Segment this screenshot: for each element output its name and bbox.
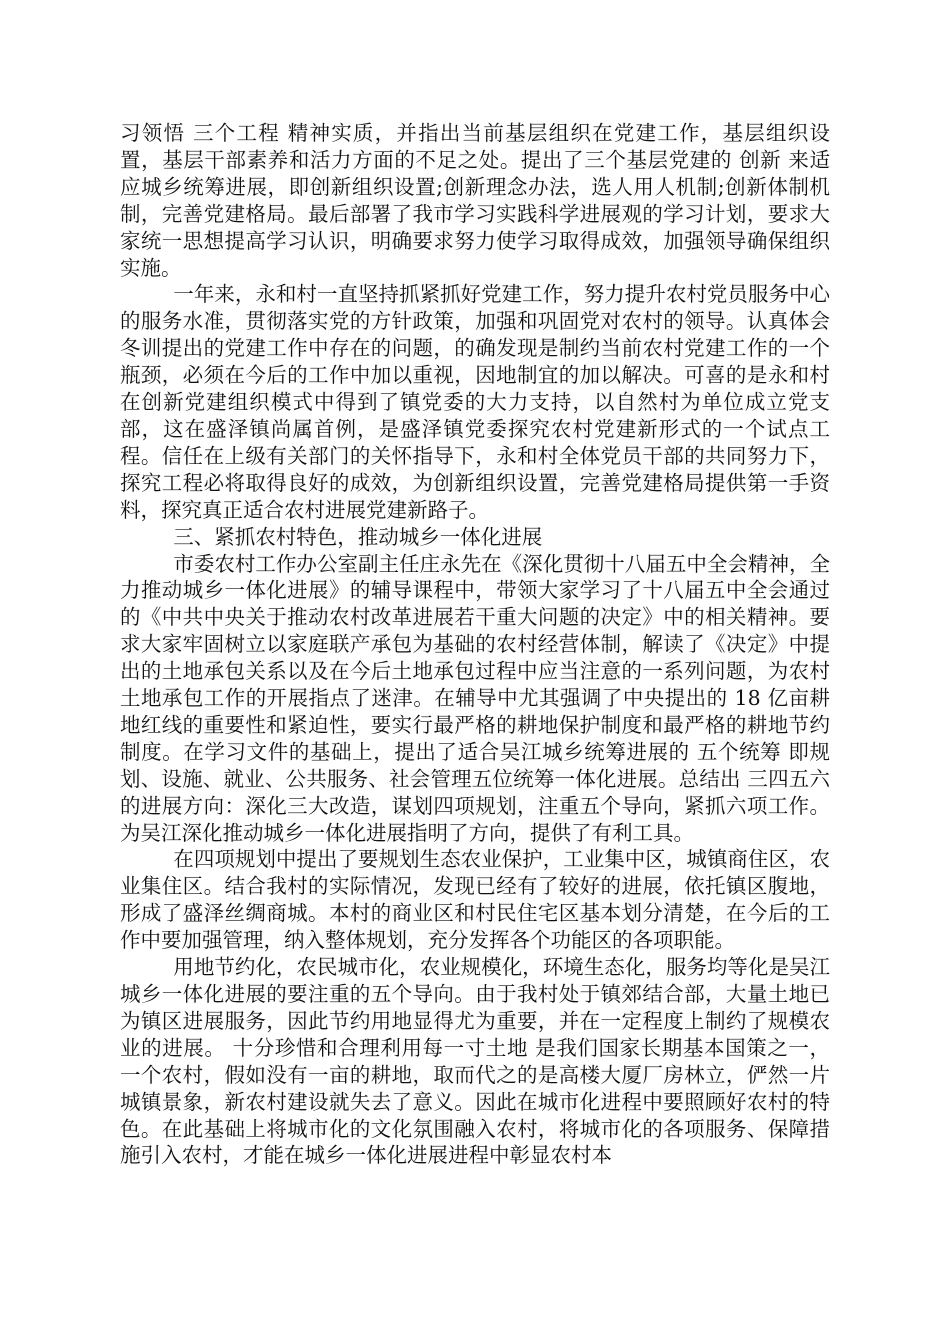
paragraph-5: 在四项规划中提出了要规划生态农业保护，工业集中区，城镇商住区，农业集住区。结合我村的实际情况，发现已经有了较好的进展，依托镇区腹地，形成了盛泽丝绸商城。本村的商业区和村民住宅区基本划分清楚，在今后的工作中要加强管理，纳入整体规划，充分发挥各个功能区的各项职能。 — [120, 847, 830, 953]
section-heading: 三、紧抓农村特色，推动城乡一体化进展 — [173, 524, 543, 549]
paragraph-6: 用地节约化，农民城市化，农业规模化，环境生态化，服务均等化是吴江城乡一体化进展的要注重的五个导向。由于我村处于镇郊结合部，大量土地已为镇区进展服务，因此节约用地显得尤为重要，并在一定程度上制约了规模农业的进展。 十分珍惜和合理利用每一寸土地 是我们国家长期基本国策之一，一个农村，假如没有一亩的耕地，取而代之的是高楼大厦厂房林立，俨然一片城镇景象，新农村建设就失去了意义。因此在城市化进程中要照顾好农村的特色。在此基础上将城市化的文化氛围融入农村，将城市化的各项服务、保障措施引入农村，才能在城乡一体化进展进程中彰显农村本 — [120, 955, 830, 1168]
paragraph-1: 习领悟 三个工程 精神实质，并指出当前基层组织在党建工作，基层组织设置，基层干部素养和活力方面的不足之处。提出了三个基层党建的 创新 来适应城乡统筹进展，即创新组织设置;创新理念办法，选人用人机制;创新体制机制，完善党建格局。最后部署了我市学习实践科学进展观的学习计划，要求大家统一思想提高学习认识，明确要求努力使学习取得成效，加强领导确保组织实施。 — [120, 121, 830, 280]
paragraph-2: 一年来，永和村一直坚持抓紧抓好党建工作，努力提升农村党员服务中心的服务水准，贯彻落实党的方针政策，加强和巩固党对农村的领导。认真体会冬训提出的党建工作中存在的问题，的确发现是制约当前农村党建工作的一个瓶颈，必须在今后的工作中加以重视，因地制宜的加以解决。可喜的是永和村在创新党建组织模式中得到了镇党委的大力支持，以自然村为单位成立党支部，这在盛泽镇尚属首例，是盛泽镇党委探究农村党建新形式的一个试点工程。信任在上级有关部门的关怀指导下，永和村全体党员干部的共同努力下，探究工程必将取得良好的成效，为创新组织设置，完善党建格局提供第一手资料，探究真正适合农村进展党建新路子。 — [120, 282, 830, 522]
document-body — [120, 120, 830, 1169]
paragraph-4: 市委农村工作办公室副主任庄永先在《深化贯彻十八届五中全会精神，全力推动城乡一体化进展》的辅导课程中，带领大家学习了十八届五中全会通过的《中共中央关于推动农村改革进展若干重大问题的决定》中的相关精神。要求大家牢固树立以家庭联产承包为基础的农村经营体制，解读了《决定》中提出的土地承包关系以及在今后土地承包过程中应当注意的一系列问题，为农村土地承包工作的开展指点了迷津。在辅导中尤其强调了中央提出的 18 亿亩耕地红线的重要性和紧迫性，要实行最严格的耕地保护制度和最严格的耕地节约制度。在学习文件的基础上，提出了适合吴江城乡统筹进展的 五个统筹 即规划、设施、就业、公共服务、社会管理五位统筹一体化进展。总结出 三四五六 的进展方向：深化三大改造，谋划四项规划，注重五个导向，紧抓六项工作。为吴江深化推动城乡一体化进展指明了方向，提供了有利工具。 — [120, 551, 830, 845]
